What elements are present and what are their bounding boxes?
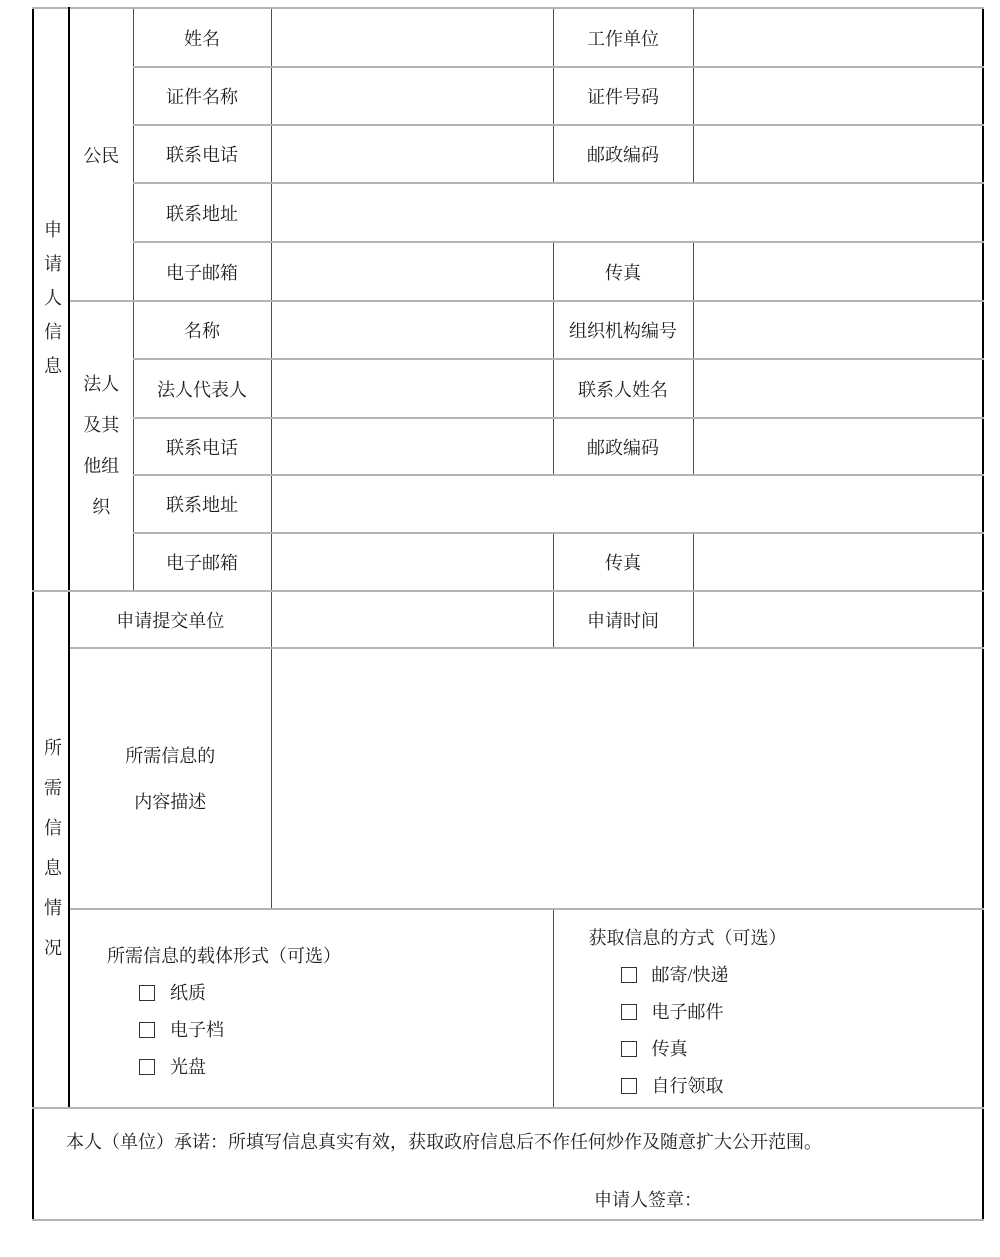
applicant-info-vertical-label: 申请人信息 [42,220,62,390]
checkbox-option-cd[interactable] [139,1057,553,1077]
citizen-phone-input[interactable] [271,125,553,183]
label-citizen-id-type: 证件名称 [133,67,271,125]
checkbox-option-fax[interactable] [621,1039,983,1059]
submit-unit-input[interactable] [271,591,553,648]
checkbox-icon[interactable] [621,1078,637,1094]
option-label: 传真 [651,1039,688,1059]
legal-org-code-input[interactable] [693,301,983,359]
signature-label: 申请人签章： [594,1190,702,1210]
label-legal-phone: 联系电话 [133,418,271,475]
checkbox-icon[interactable] [621,967,637,983]
legal-group-label: 法人及其他组织 [83,374,120,517]
citizen-address-input[interactable] [271,183,983,242]
label-citizen-name: 姓名 [133,8,271,67]
citizen-email-input[interactable] [271,242,553,301]
label-description [69,648,271,909]
checkbox-option-self-pickup[interactable] [621,1076,983,1096]
legal-contact-name-input[interactable] [693,359,983,418]
option-label: 邮寄/快递 [651,965,729,985]
checkbox-option-mail-express[interactable] [621,965,983,985]
description-label-line2: 内容描述 [134,791,207,812]
label-legal-email: 电子邮箱 [133,533,271,591]
citizen-id-type-input[interactable] [271,67,553,125]
legal-email-input[interactable] [271,533,553,591]
commitment-cell [33,1108,983,1220]
legal-address-input[interactable] [271,475,983,533]
apply-time-input[interactable] [693,591,983,648]
option-label: 光盘 [170,1057,206,1077]
label-citizen-email: 电子邮箱 [133,242,271,301]
citizen-workunit-input[interactable] [693,8,983,67]
required-info-vertical-label: 所需信息情况 [42,738,62,978]
legal-fax-input[interactable] [693,533,983,591]
label-citizen-workunit: 工作单位 [553,8,693,67]
checkbox-icon[interactable] [621,1004,637,1020]
description-input[interactable] [271,648,983,909]
application-form-table [32,7,984,1221]
checkbox-icon[interactable] [621,1041,637,1057]
label-legal-fax: 传真 [553,533,693,591]
label-legal-name: 名称 [133,301,271,359]
label-citizen-postcode: 邮政编码 [553,125,693,183]
carrier-format-cell [69,909,553,1108]
label-legal-postcode: 邮政编码 [553,418,693,475]
obtain-method-cell [553,909,983,1108]
label-legal-address: 联系地址 [133,475,271,533]
section-header-applicant-info [33,8,69,591]
description-label-line1: 所需信息的 [125,745,216,766]
group-header-legal-entity [69,301,133,591]
checkbox-option-paper[interactable] [139,983,553,1003]
obtain-method-title: 获取信息的方式（可选） [588,928,787,948]
section-header-required-info [33,591,69,1108]
group-header-citizen [69,8,133,301]
citizen-name-input[interactable] [271,8,553,67]
legal-representative-input[interactable] [271,359,553,418]
label-submit-unit: 申请提交单位 [69,591,271,648]
commitment-statement: 本人（单位）承诺：所填写信息真实有效，获取政府信息后不作任何炒作及随意扩大公开范围。 [66,1132,822,1152]
label-legal-representative: 法人代表人 [133,359,271,418]
option-label: 电子邮件 [651,1002,724,1022]
label-legal-org-code: 组织机构编号 [553,301,693,359]
citizen-fax-input[interactable] [693,242,983,301]
legal-name-input[interactable] [271,301,553,359]
carrier-format-title: 所需信息的载体形式（可选） [107,946,341,966]
label-citizen-id-number: 证件号码 [553,67,693,125]
label-apply-time: 申请时间 [553,591,693,648]
option-label: 电子档 [170,1020,224,1040]
option-label: 自行领取 [651,1076,724,1096]
label-citizen-address: 联系地址 [133,183,271,242]
label-citizen-phone: 联系电话 [133,125,271,183]
label-citizen-fax: 传真 [553,242,693,301]
checkbox-icon[interactable] [139,1059,155,1075]
checkbox-option-email[interactable] [621,1002,983,1022]
checkbox-icon[interactable] [139,1022,155,1038]
citizen-id-number-input[interactable] [693,67,983,125]
checkbox-option-electronic-file[interactable] [139,1020,553,1040]
citizen-group-label: 公民 [83,145,120,166]
legal-postcode-input[interactable] [693,418,983,475]
citizen-postcode-input[interactable] [693,125,983,183]
legal-phone-input[interactable] [271,418,553,475]
checkbox-icon[interactable] [139,985,155,1001]
option-label: 纸质 [170,983,206,1003]
label-legal-contact-name: 联系人姓名 [553,359,693,418]
